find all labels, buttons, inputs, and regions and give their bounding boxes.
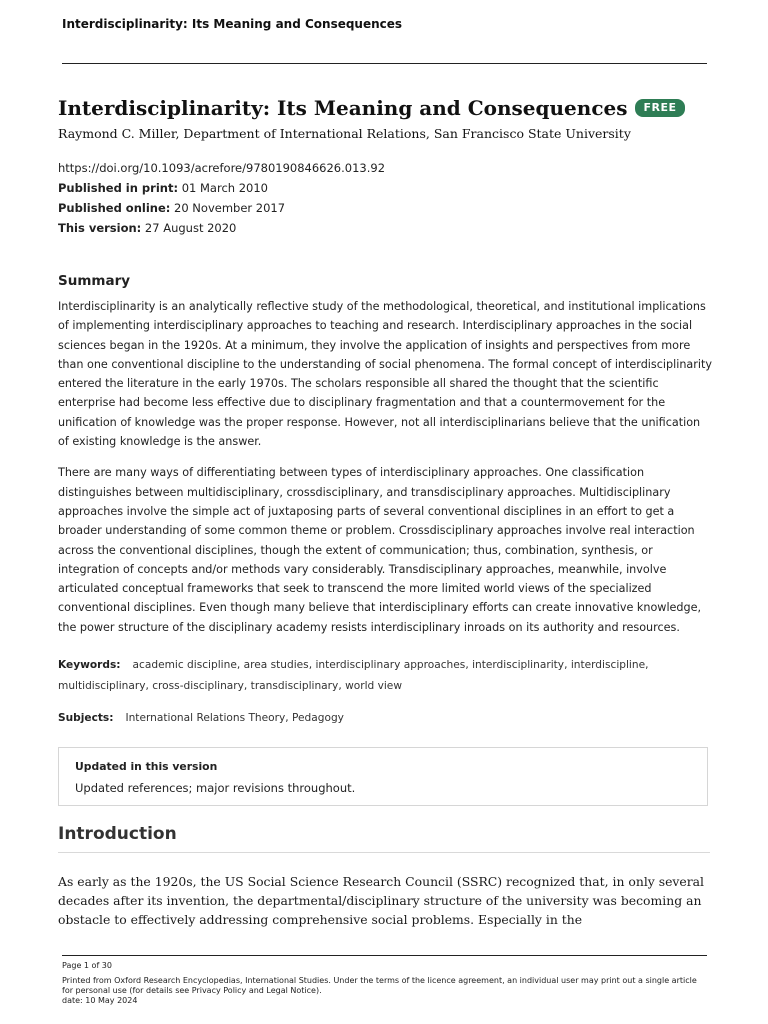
article-title: Interdisciplinarity: Its Meaning and Consequences — [58, 96, 628, 120]
free-badge: FREE — [635, 99, 684, 117]
update-box — [58, 747, 708, 806]
keyword[interactable]: interdisciplinarity — [472, 659, 565, 671]
footer-notice: Printed from Oxford Research Encyclopedias, International Studies. Under the terms of the licence agreement, an individual user may print out a single article for personal use (for details see Privacy Policy and Legal Notice). — [62, 976, 697, 995]
keyword[interactable]: cross-disciplinary — [152, 680, 244, 692]
keywords-label: Keywords: — [58, 659, 121, 671]
footer-date: date: 10 May 2024 — [62, 996, 138, 1005]
running-header: Interdisciplinarity: Its Meaning and Consequences — [62, 17, 403, 31]
footer — [62, 961, 707, 1006]
update-text: Updated references; major revisions throughout. — [75, 781, 356, 795]
summary-paragraph: There are many ways of differentiating between types of interdisciplinary approaches. One classification distinguishes between multidisciplinary, crossdisciplinary, and transdisciplinary approaches. Multidisciplinary approaches involve the simple act of juxtaposing parts of several conventional disciplines in an effort to get a broader understanding of some common theme or problem. Crossdisciplinary approaches involve real interaction across the conventional disciplines, though the extent of communication; thus, combination, synthesis, or integration of concepts and/or methods vary considerably. Transdisciplinary approaches, meanwhile, involve articulated conceptual frameworks that seek to transcend the more limited world views of the specialized conventional disciplines. Even though many believe that interdisciplinary efforts can create innovative knowledge, the power structure of the disciplinary academy resists interdisciplinary inroads on its authority and resources. — [58, 466, 702, 634]
summary-paragraph: Interdisciplinarity is an analytically reflective study of the methodological, theoretical, and institutional implications of implementing interdisciplinary approaches to teaching and research. Interdisciplinary approaches in the social sciences began in the 1920s. At a minimum, they involve the application of insights and perspectives from more than one conventional discipline to the understanding of social phenomena. The formal concept of interdisciplinarity entered the literature in the early 1970s. The scholars responsible all shared the thought that the scientific enterprise had become less effective due to disciplinary fragmentation and that a countermovement for the unification of knowledge was the proper response. However, not all interdisciplinarians believe that the unification of existing knowledge is the answer. — [58, 300, 712, 449]
published-print: Published in print: 01 March 2010 — [58, 181, 268, 195]
publication-meta — [58, 158, 385, 238]
keyword[interactable]: transdisciplinary — [250, 680, 339, 692]
this-version: This version: 27 August 2020 — [58, 221, 237, 235]
keyword[interactable]: interdisciplinary approaches — [315, 659, 466, 671]
update-title: Updated in this version — [75, 760, 218, 773]
keywords: Keywords: academic discipline, area studies, interdisciplinary approaches, interdisciplinarity, interdiscipline, multidisciplinary, cross-disciplinary, transdisciplinary, world view — [58, 659, 649, 692]
keyword[interactable]: academic discipline — [132, 659, 237, 671]
summary-heading: Summary — [58, 273, 131, 289]
page-number: Page 1 of 30 — [62, 961, 112, 970]
header-divider — [62, 63, 707, 64]
keyword[interactable]: multidisciplinary — [58, 680, 146, 692]
introduction-text: As early as the 1920s, the US Social Science Research Council (SSRC) recognized that, in only several decades after its invention, the departmental/disciplinary structure of the university was becoming an obstacle to effectively addressing comprehensive social problems. Especially in the — [58, 874, 705, 927]
subjects-value[interactable]: International Relations Theory, Pedagogy — [125, 712, 344, 724]
summary-body — [58, 297, 713, 649]
introduction-heading: Introduction — [58, 824, 177, 844]
doi-link[interactable]: https://doi.org/10.1093/acrefore/9780190846626.013.92 — [58, 161, 386, 175]
title-row — [58, 96, 718, 120]
subjects — [58, 712, 344, 724]
subjects-label: Subjects: — [58, 712, 114, 724]
author-line: Raymond C. Miller, Department of International Relations, San Francisco State University — [58, 126, 631, 141]
published-online: Published online: 20 November 2017 — [58, 201, 286, 215]
introduction-divider — [58, 852, 710, 853]
footer-divider — [62, 955, 707, 956]
keyword[interactable]: area studies — [243, 659, 309, 671]
keyword[interactable]: interdiscipline — [570, 659, 646, 671]
keyword[interactable]: world view — [345, 680, 402, 692]
